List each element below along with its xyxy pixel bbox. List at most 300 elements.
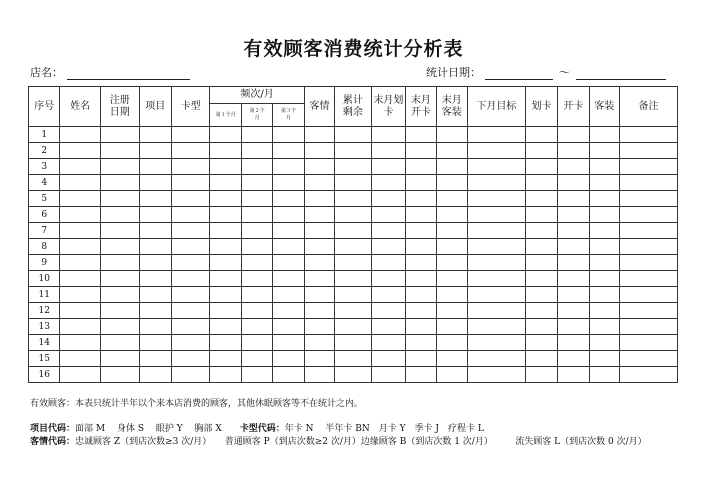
empty-cell (304, 335, 334, 351)
empty-cell (171, 207, 210, 223)
empty-cell (139, 223, 171, 239)
empty-cell (100, 207, 139, 223)
empty-cell (241, 335, 272, 351)
empty-cell (210, 191, 241, 207)
empty-cell (558, 335, 589, 351)
table-row (29, 159, 678, 175)
period-label: 统计日期： (426, 66, 481, 79)
empty-cell (60, 351, 101, 367)
empty-cell (273, 207, 304, 223)
empty-cell (589, 143, 619, 159)
empty-cell (436, 351, 467, 367)
header-month-end-guest: 末月 客装 (436, 87, 467, 127)
empty-cell (335, 127, 372, 143)
empty-cell (273, 287, 304, 303)
empty-cell (273, 351, 304, 367)
empty-cell (171, 159, 210, 175)
card-code-label: 卡型代码： (239, 424, 285, 434)
empty-cell (304, 143, 334, 159)
empty-cell (60, 335, 101, 351)
empty-cell (371, 223, 405, 239)
empty-cell (210, 367, 241, 383)
empty-cell (589, 271, 619, 287)
empty-cell (241, 223, 272, 239)
empty-cell (620, 287, 678, 303)
empty-cell (241, 287, 272, 303)
empty-cell (620, 191, 678, 207)
empty-cell (100, 143, 139, 159)
empty-cell (589, 351, 619, 367)
empty-cell (558, 207, 589, 223)
empty-cell (467, 287, 525, 303)
row-number: 5 (29, 191, 60, 207)
empty-cell (558, 127, 589, 143)
empty-cell (620, 143, 678, 159)
empty-cell (100, 351, 139, 367)
header-open: 开卡 (558, 87, 589, 127)
empty-cell (60, 191, 101, 207)
empty-cell (371, 127, 405, 143)
table-row (29, 367, 678, 383)
empty-cell (436, 335, 467, 351)
empty-cell (60, 239, 101, 255)
empty-cell (171, 127, 210, 143)
header-seq: 序号 (29, 87, 60, 127)
empty-cell (241, 271, 272, 287)
empty-cell (406, 207, 436, 223)
empty-cell (210, 239, 241, 255)
header-month-end-open: 末月 开卡 (406, 87, 436, 127)
empty-cell (335, 367, 372, 383)
empty-cell (304, 303, 334, 319)
header-next-target: 下月目标 (467, 87, 525, 127)
empty-cell (304, 351, 334, 367)
empty-cell (273, 367, 304, 383)
empty-cell (467, 191, 525, 207)
empty-cell (139, 207, 171, 223)
empty-cell (406, 303, 436, 319)
row-number: 16 (29, 367, 60, 383)
note-codes-line-2 (30, 436, 647, 448)
empty-cell (589, 319, 619, 335)
empty-cell (525, 303, 557, 319)
empty-cell (436, 255, 467, 271)
empty-cell (241, 303, 272, 319)
empty-cell (273, 335, 304, 351)
empty-cell (241, 191, 272, 207)
empty-cell (467, 335, 525, 351)
empty-cell (335, 271, 372, 287)
table-body (29, 127, 678, 383)
empty-cell (558, 143, 589, 159)
empty-cell (436, 319, 467, 335)
empty-cell (558, 175, 589, 191)
empty-cell (467, 175, 525, 191)
empty-cell (371, 367, 405, 383)
empty-cell (371, 159, 405, 175)
empty-cell (371, 319, 405, 335)
row-number: 7 (29, 223, 60, 239)
empty-cell (620, 351, 678, 367)
empty-cell (467, 255, 525, 271)
statistics-table (28, 86, 678, 383)
header-guest-pack: 客装 (589, 87, 619, 127)
empty-cell (171, 175, 210, 191)
empty-cell (558, 159, 589, 175)
empty-cell (241, 143, 272, 159)
header-project: 项目 (139, 87, 171, 127)
empty-cell (273, 191, 304, 207)
empty-cell (304, 223, 334, 239)
empty-cell (171, 223, 210, 239)
empty-cell (589, 367, 619, 383)
empty-cell (273, 127, 304, 143)
empty-cell (335, 223, 372, 239)
row-number: 15 (29, 351, 60, 367)
table-row (29, 223, 678, 239)
table-row (29, 351, 678, 367)
table-row (29, 239, 678, 255)
empty-cell (406, 159, 436, 175)
empty-cell (620, 303, 678, 319)
table-row (29, 191, 678, 207)
empty-cell (241, 239, 272, 255)
empty-cell (139, 367, 171, 383)
header-remark: 备注 (620, 87, 678, 127)
empty-cell (210, 175, 241, 191)
empty-cell (620, 159, 678, 175)
empty-cell (558, 303, 589, 319)
empty-cell (60, 207, 101, 223)
empty-cell (371, 255, 405, 271)
empty-cell (60, 127, 101, 143)
empty-cell (406, 335, 436, 351)
empty-cell (589, 159, 619, 175)
empty-cell (304, 175, 334, 191)
empty-cell (589, 287, 619, 303)
empty-cell (171, 271, 210, 287)
empty-cell (467, 223, 525, 239)
empty-cell (273, 223, 304, 239)
empty-cell (241, 351, 272, 367)
empty-cell (406, 287, 436, 303)
period-separator: ～ (559, 66, 570, 79)
empty-cell (406, 255, 436, 271)
empty-cell (371, 351, 405, 367)
header-accum-remain: 累计 剩余 (335, 87, 372, 127)
empty-cell (558, 239, 589, 255)
empty-cell (620, 255, 678, 271)
row-number: 3 (29, 159, 60, 175)
empty-cell (139, 159, 171, 175)
empty-cell (100, 303, 139, 319)
guest-code-label: 客情代码： (30, 437, 76, 447)
store-field (30, 64, 190, 80)
empty-cell (620, 175, 678, 191)
empty-cell (60, 159, 101, 175)
page-title: 有效顾客消费统计分析表 (243, 38, 464, 60)
empty-cell (371, 207, 405, 223)
empty-cell (406, 319, 436, 335)
empty-cell (100, 239, 139, 255)
header-deduct: 划卡 (525, 87, 557, 127)
empty-cell (171, 239, 210, 255)
empty-cell (171, 303, 210, 319)
empty-cell (60, 143, 101, 159)
empty-cell (304, 159, 334, 175)
empty-cell (171, 191, 210, 207)
empty-cell (525, 319, 557, 335)
empty-cell (589, 303, 619, 319)
table-row (29, 335, 678, 351)
empty-cell (210, 351, 241, 367)
row-number: 2 (29, 143, 60, 159)
empty-cell (371, 271, 405, 287)
empty-cell (371, 239, 405, 255)
empty-cell (210, 255, 241, 271)
empty-cell (210, 287, 241, 303)
empty-cell (335, 335, 372, 351)
empty-cell (60, 303, 101, 319)
empty-cell (335, 303, 372, 319)
empty-cell (436, 223, 467, 239)
empty-cell (241, 367, 272, 383)
empty-cell (210, 271, 241, 287)
empty-cell (210, 127, 241, 143)
empty-cell (171, 255, 210, 271)
row-number: 10 (29, 271, 60, 287)
empty-cell (589, 239, 619, 255)
table-row (29, 143, 678, 159)
empty-cell (436, 271, 467, 287)
empty-cell (525, 287, 557, 303)
empty-cell (273, 303, 304, 319)
empty-cell (60, 255, 101, 271)
empty-cell (371, 287, 405, 303)
empty-cell (139, 191, 171, 207)
empty-cell (241, 127, 272, 143)
empty-cell (60, 287, 101, 303)
empty-cell (304, 287, 334, 303)
header-name: 姓名 (60, 87, 101, 127)
store-label: 店名： (30, 66, 63, 79)
empty-cell (371, 143, 405, 159)
empty-cell (171, 287, 210, 303)
empty-cell (139, 271, 171, 287)
empty-cell (406, 239, 436, 255)
empty-cell (60, 223, 101, 239)
empty-cell (525, 367, 557, 383)
empty-cell (335, 255, 372, 271)
empty-cell (467, 367, 525, 383)
empty-cell (100, 191, 139, 207)
empty-cell (406, 191, 436, 207)
empty-cell (335, 191, 372, 207)
empty-cell (525, 175, 557, 191)
row-number: 11 (29, 287, 60, 303)
empty-cell (60, 175, 101, 191)
empty-cell (273, 319, 304, 335)
empty-cell (525, 335, 557, 351)
empty-cell (589, 223, 619, 239)
empty-cell (525, 127, 557, 143)
empty-cell (60, 271, 101, 287)
empty-cell (210, 207, 241, 223)
empty-cell (304, 271, 334, 287)
header-guest-status: 客情 (304, 87, 334, 127)
empty-cell (525, 159, 557, 175)
empty-cell (100, 319, 139, 335)
empty-cell (406, 367, 436, 383)
empty-cell (139, 239, 171, 255)
row-number: 9 (29, 255, 60, 271)
empty-cell (436, 287, 467, 303)
empty-cell (436, 367, 467, 383)
table-row (29, 271, 678, 287)
empty-cell (139, 335, 171, 351)
empty-cell (525, 255, 557, 271)
project-code-label: 项目代码： (30, 424, 76, 434)
header-month-end-deduct: 末月划 卡 (371, 87, 405, 127)
empty-cell (100, 271, 139, 287)
empty-cell (467, 319, 525, 335)
empty-cell (558, 287, 589, 303)
empty-cell (100, 223, 139, 239)
guest-code-text: 忠诚顾客 Z（到店次数≥3 次/月） 普通顾客 P（到店次数≥2 次/月）边缘顾客 B（到店次数 1 次/月） 流失顾客 L（到店次数 0 次/月） (75, 437, 647, 447)
empty-cell (335, 239, 372, 255)
empty-cell (406, 351, 436, 367)
empty-cell (139, 255, 171, 271)
row-number: 8 (29, 239, 60, 255)
empty-cell (558, 271, 589, 287)
empty-cell (467, 351, 525, 367)
empty-cell (406, 175, 436, 191)
period-field (426, 64, 666, 80)
empty-cell (139, 319, 171, 335)
empty-cell (525, 351, 557, 367)
period-start-blank-line (485, 67, 553, 80)
empty-cell (467, 303, 525, 319)
empty-cell (241, 159, 272, 175)
empty-cell (335, 351, 372, 367)
table-row (29, 255, 678, 271)
header-frequency: 频次/月 (210, 87, 304, 104)
empty-cell (100, 287, 139, 303)
empty-cell (273, 271, 304, 287)
note-effective-customer: 有效顾客：本表只统计半年以个来本店消费的顾客，其他休眠顾客等不在统计之内。 (30, 399, 364, 409)
empty-cell (304, 207, 334, 223)
empty-cell (139, 287, 171, 303)
empty-cell (589, 191, 619, 207)
empty-cell (100, 159, 139, 175)
empty-cell (241, 255, 272, 271)
empty-cell (335, 319, 372, 335)
empty-cell (467, 127, 525, 143)
empty-cell (139, 303, 171, 319)
empty-cell (335, 143, 372, 159)
empty-cell (371, 335, 405, 351)
empty-cell (406, 143, 436, 159)
empty-cell (467, 271, 525, 287)
empty-cell (525, 143, 557, 159)
empty-cell (100, 127, 139, 143)
empty-cell (371, 191, 405, 207)
empty-cell (171, 351, 210, 367)
row-number: 6 (29, 207, 60, 223)
header-freq-month-2: 第２个 月 (241, 104, 272, 127)
empty-cell (304, 255, 334, 271)
card-code-text: 年卡 N 半年卡 BN 月卡 Y 季卡 J 疗程卡 L (284, 424, 484, 434)
row-number: 1 (29, 127, 60, 143)
empty-cell (210, 143, 241, 159)
header-freq-month-1: 第１个月 (210, 104, 241, 127)
row-number: 14 (29, 335, 60, 351)
empty-cell (620, 207, 678, 223)
empty-cell (171, 367, 210, 383)
empty-cell (436, 303, 467, 319)
empty-cell (436, 143, 467, 159)
note-codes-line-1 (30, 423, 484, 435)
empty-cell (304, 367, 334, 383)
empty-cell (304, 127, 334, 143)
table-row (29, 207, 678, 223)
project-code-text: 面部 M 身体 S 眼护 Y 胸部 X (75, 424, 240, 434)
table-row (29, 127, 678, 143)
empty-cell (620, 239, 678, 255)
empty-cell (139, 351, 171, 367)
empty-cell (139, 175, 171, 191)
table-row (29, 303, 678, 319)
empty-cell (139, 143, 171, 159)
empty-cell (558, 255, 589, 271)
empty-cell (525, 207, 557, 223)
empty-cell (620, 127, 678, 143)
empty-cell (436, 159, 467, 175)
empty-cell (525, 223, 557, 239)
empty-cell (171, 319, 210, 335)
empty-cell (558, 351, 589, 367)
empty-cell (171, 143, 210, 159)
empty-cell (100, 335, 139, 351)
empty-cell (620, 335, 678, 351)
empty-cell (100, 367, 139, 383)
empty-cell (436, 191, 467, 207)
empty-cell (273, 143, 304, 159)
table-row (29, 319, 678, 335)
empty-cell (558, 191, 589, 207)
empty-cell (467, 143, 525, 159)
empty-cell (406, 127, 436, 143)
empty-cell (620, 271, 678, 287)
empty-cell (371, 175, 405, 191)
table-row (29, 175, 678, 191)
header-freq-month-3: 第３个 月 (273, 104, 304, 127)
empty-cell (467, 239, 525, 255)
empty-cell (558, 319, 589, 335)
empty-cell (210, 335, 241, 351)
empty-cell (620, 319, 678, 335)
empty-cell (335, 159, 372, 175)
empty-cell (436, 127, 467, 143)
empty-cell (467, 207, 525, 223)
header-reg-date: 注册 日期 (100, 87, 139, 127)
empty-cell (589, 127, 619, 143)
empty-cell (589, 207, 619, 223)
empty-cell (436, 207, 467, 223)
empty-cell (171, 335, 210, 351)
empty-cell (525, 271, 557, 287)
empty-cell (589, 255, 619, 271)
